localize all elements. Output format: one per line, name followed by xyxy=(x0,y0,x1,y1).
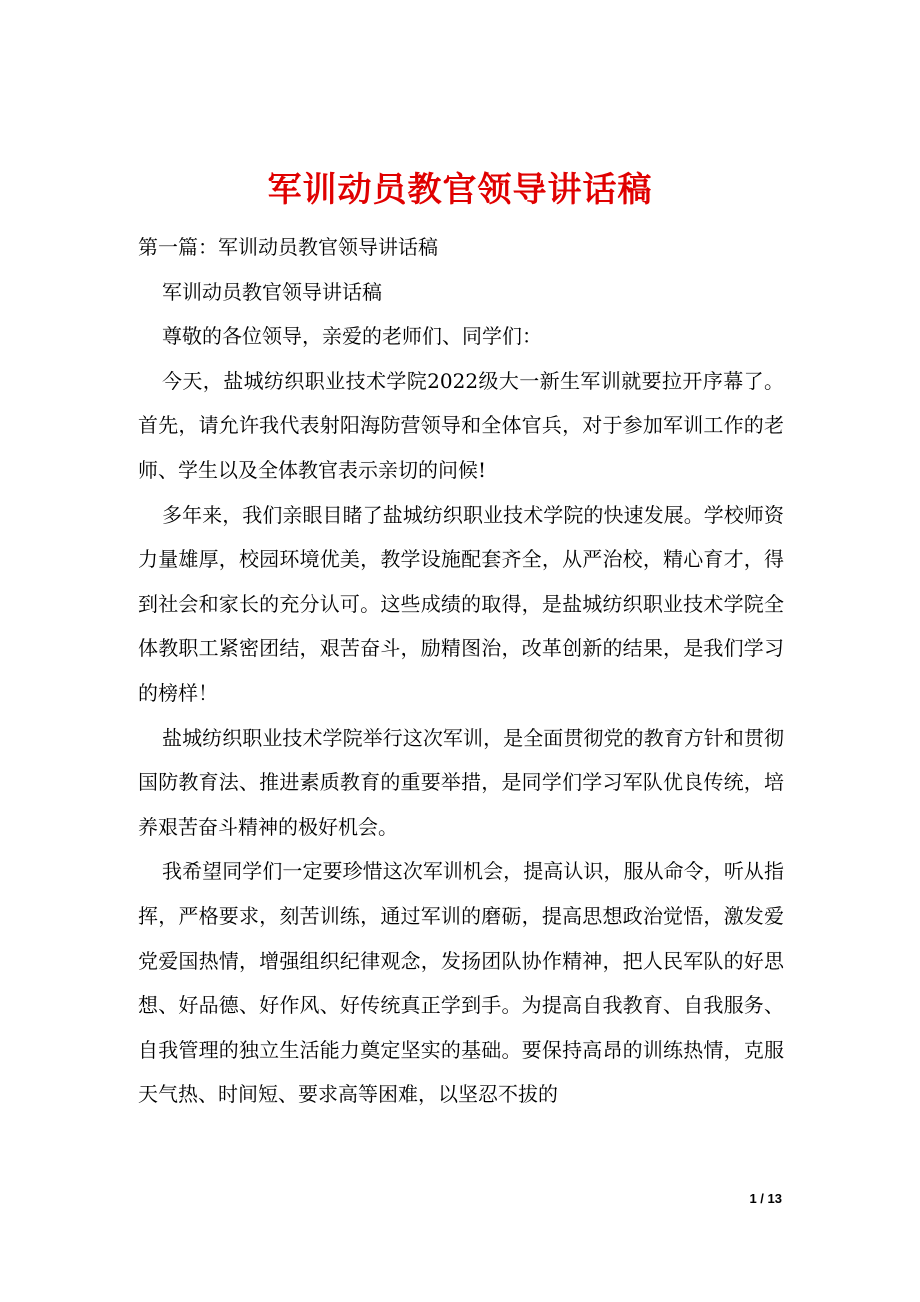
speech-title: 军训动员教官领导讲话稿 xyxy=(162,279,382,304)
body-paragraph: 多年来，我们亲眼目睹了盐城纺织职业技术学院的快速发展。学校师资力量雄厚，校园环境优美，教学设施配套齐全，从严治校，精心育才，得到社会和家长的充分认可。这些成绩的取得，是盐城纺织职业技术学院全体教职工紧密团结，艰苦奋斗，励精图治，改革创新的结果，是我们学习的榜样！ xyxy=(138,502,784,705)
document-body xyxy=(138,225,784,1117)
salutation: 尊敬的各位领导，亲爱的老师们、同学们： xyxy=(162,324,542,349)
page-number: 1 / 13 xyxy=(749,1191,782,1206)
document-title: 军训动员教官领导讲话稿 xyxy=(267,169,653,210)
body-paragraph: 我希望同学们一定要珍惜这次军训机会，提高认识，服从命令，听从指挥，严格要求，刻苦训练，通过军训的磨砺，提高思想政治觉悟，激发爱党爱国热情，增强组织纪律观念，发扬团队协作精神，把人民军队的好思想、好品德、好作风、好传统真正学到手。为提高自我教育、自我服务、自我管理的独立生活能力奠定坚实的基础。要保持高昂的训练热情，克服天气热、时间短、要求高等困难，以坚忍不拔的 xyxy=(138,859,784,1107)
section-heading: 第一篇：军训动员教官领导讲话稿 xyxy=(138,235,438,259)
body-paragraph: 盐城纺织职业技术学院举行这次军训，是全面贯彻党的教育方针和贯彻国防教育法、推进素质教育的重要举措，是同学们学习军队优良传统，培养艰苦奋斗精神的极好机会。 xyxy=(138,725,784,839)
body-paragraph: 今天，盐城纺织职业技术学院2022级大一新生军训就要拉开序幕了。首先，请允许我代表射阳海防营领导和全体官兵，对于参加军训工作的老师、学生以及全体教官表示亲切的问候! xyxy=(138,368,784,482)
